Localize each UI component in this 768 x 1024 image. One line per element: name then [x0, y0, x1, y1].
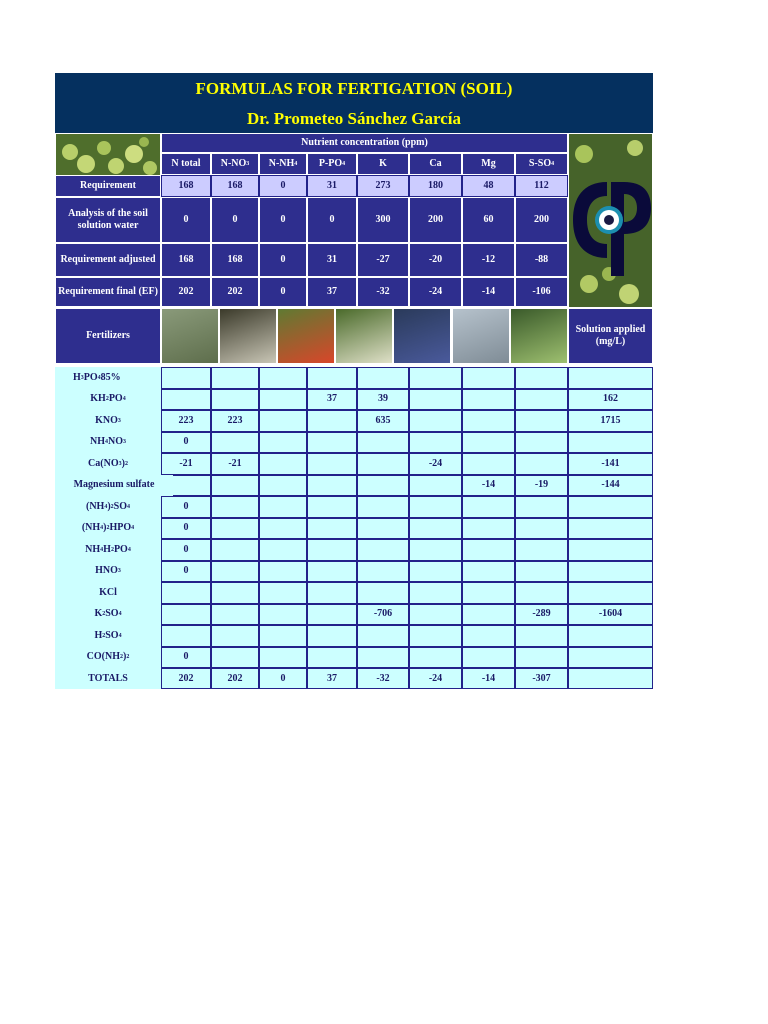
- fertilizer-cell: [307, 518, 357, 540]
- solution-cell: 162: [568, 389, 653, 411]
- fertilizer-cell: [462, 367, 515, 389]
- fertilizer-cell: [462, 432, 515, 454]
- solution-cell: [568, 582, 653, 604]
- fertilizer-cell: [259, 625, 307, 647]
- fertilizer-cell: [211, 432, 259, 454]
- summary-value: 0: [259, 243, 307, 277]
- fertilizer-cell: -21: [211, 453, 259, 475]
- column-header-0: N total: [161, 153, 211, 175]
- fertilizer-cell: 223: [211, 410, 259, 432]
- summary-value: 112: [515, 175, 568, 197]
- fertilizer-cell: [409, 647, 462, 669]
- fertilizer-cell: [462, 518, 515, 540]
- cp-logo-image: [569, 134, 653, 308]
- fertilizer-cell: [307, 496, 357, 518]
- fertilizer-cell: [409, 539, 462, 561]
- crop-photo: [161, 308, 219, 364]
- fertilizer-cell: [259, 647, 307, 669]
- fertilizer-cell: [259, 389, 307, 411]
- summary-value: 273: [357, 175, 409, 197]
- crop-photo: [393, 308, 451, 364]
- fertilizer-cell: 0: [161, 539, 211, 561]
- fertilizer-cell: [161, 625, 211, 647]
- fertilizer-cell: [515, 539, 568, 561]
- summary-value: 0: [259, 197, 307, 243]
- fertilizer-cell: 635: [357, 410, 409, 432]
- fertilizer-cell: [409, 561, 462, 583]
- fertilizer-label: (NH 4 ) 2 HPO 4: [55, 518, 161, 540]
- summary-value: 202: [211, 277, 259, 307]
- fertilizer-cell: [409, 432, 462, 454]
- fertilizer-cell: [259, 475, 307, 497]
- column-header-5: Ca: [409, 153, 462, 175]
- solution-cell: [568, 518, 653, 540]
- solution-cell: -1604: [568, 604, 653, 626]
- total-cell: 202: [161, 668, 211, 689]
- total-cell: -24: [409, 668, 462, 689]
- fertilizer-cell: [409, 625, 462, 647]
- fertilizer-cell: [515, 518, 568, 540]
- summary-value: 0: [259, 175, 307, 197]
- summary-value: 0: [211, 197, 259, 243]
- fertilizer-cell: -19: [515, 475, 568, 497]
- fertilizer-cell: 0: [161, 647, 211, 669]
- fertilizer-cell: [357, 453, 409, 475]
- fertilizer-label: H 2 SO 4: [55, 625, 161, 647]
- fertilizer-cell: [259, 410, 307, 432]
- fertilizer-cell: [161, 582, 211, 604]
- fertilizer-cell: [409, 496, 462, 518]
- logo-photo: [568, 133, 653, 308]
- fertilizer-cell: [515, 496, 568, 518]
- fertilizer-cell: [409, 367, 462, 389]
- fertilizer-cell: [211, 647, 259, 669]
- summary-row-label: Analysis of the soil solution water: [55, 197, 161, 243]
- fertilizer-cell: [259, 496, 307, 518]
- fertilizer-cell: [357, 539, 409, 561]
- fertilizer-cell: 0: [161, 518, 211, 540]
- fertilizer-cell: [307, 367, 357, 389]
- fertilizer-cell: [307, 453, 357, 475]
- summary-row-label: Requirement final (EF): [55, 277, 161, 307]
- title-band: [55, 73, 653, 133]
- fertilizer-cell: [357, 561, 409, 583]
- fertilizer-cell: [515, 432, 568, 454]
- crop-photo: [277, 308, 335, 364]
- fertilizer-cell: -14: [462, 475, 515, 497]
- summary-value: 31: [307, 175, 357, 197]
- fertilizer-cell: [211, 561, 259, 583]
- fertilizer-cell: -21: [161, 453, 211, 475]
- fertilizer-cell: [259, 453, 307, 475]
- fertilizer-cell: [307, 561, 357, 583]
- summary-value: -20: [409, 243, 462, 277]
- fertilizer-label: KCl: [55, 582, 161, 604]
- solution-cell: [568, 432, 653, 454]
- fertilizer-cell: [515, 367, 568, 389]
- fertilizer-cell: [307, 647, 357, 669]
- fertilizer-cell: [259, 539, 307, 561]
- fertilizer-cell: [515, 625, 568, 647]
- fertilizer-cell: [211, 625, 259, 647]
- total-cell: 0: [259, 668, 307, 689]
- solution-cell: [568, 496, 653, 518]
- summary-value: -88: [515, 243, 568, 277]
- fertilizer-cell: [259, 367, 307, 389]
- fertilizer-cell: [357, 582, 409, 604]
- crop-photo: [452, 308, 510, 364]
- fertigation-sheet: [55, 73, 653, 685]
- summary-value: 31: [307, 243, 357, 277]
- solution-cell: [568, 647, 653, 669]
- fertilizer-cell: [409, 389, 462, 411]
- fertilizer-cell: [357, 432, 409, 454]
- fertilizer-cell: [211, 389, 259, 411]
- fertilizer-cell: [515, 582, 568, 604]
- total-cell: -307: [515, 668, 568, 689]
- fertilizer-cell: [161, 604, 211, 626]
- fertilizer-cell: [307, 432, 357, 454]
- fertilizer-cell: [409, 604, 462, 626]
- fertilizer-cell: [161, 367, 211, 389]
- fertilizer-cell: [462, 389, 515, 411]
- crop-photo: [335, 308, 393, 364]
- solution-cell: [568, 367, 653, 389]
- fertilizer-cell: [211, 539, 259, 561]
- total-cell: 37: [307, 668, 357, 689]
- fertilizer-cell: 0: [161, 432, 211, 454]
- summary-value: 168: [211, 243, 259, 277]
- solution-cell: -144: [568, 475, 653, 497]
- fertilizer-cell: [259, 432, 307, 454]
- fertilizer-cell: 37: [307, 389, 357, 411]
- column-header-6: Mg: [462, 153, 515, 175]
- fertilizer-label: NH 4 H 2 PO 4: [55, 539, 161, 561]
- fertilizer-cell: [211, 518, 259, 540]
- fertilizer-cell: [409, 475, 462, 497]
- fertilizer-cell: [357, 625, 409, 647]
- fertilizer-cell: [307, 604, 357, 626]
- summary-value: 0: [259, 277, 307, 307]
- fertilizer-cell: [357, 496, 409, 518]
- summary-value: 37: [307, 277, 357, 307]
- fertilizer-cell: [462, 604, 515, 626]
- total-cell: -32: [357, 668, 409, 689]
- fertilizer-label: KH 2 PO 4: [55, 389, 161, 411]
- sheet-title: FORMULAS FOR FERTIGATION (SOIL): [195, 79, 513, 98]
- summary-value: -106: [515, 277, 568, 307]
- summary-row-label: Requirement: [55, 175, 161, 197]
- fertilizer-cell: [409, 582, 462, 604]
- fertilizer-label: (NH 4 ) 2 SO 4: [55, 496, 161, 518]
- fertilizer-cell: [409, 518, 462, 540]
- summary-value: -14: [462, 277, 515, 307]
- fertilizer-cell: [307, 410, 357, 432]
- fertilizer-cell: [259, 518, 307, 540]
- fertilizer-cell: [515, 389, 568, 411]
- fertilizer-cell: 223: [161, 410, 211, 432]
- fertilizer-label: Ca(NO 3 ) 2: [55, 453, 161, 475]
- fertilizer-cell: [462, 453, 515, 475]
- summary-value: -27: [357, 243, 409, 277]
- summary-value: 0: [307, 197, 357, 243]
- column-header-3: P-PO 4: [307, 153, 357, 175]
- nutrient-header: Nutrient concentration (ppm): [161, 133, 568, 153]
- fertilizer-cell: -706: [357, 604, 409, 626]
- total-cell: -14: [462, 668, 515, 689]
- tomato-photo-image: [56, 134, 161, 177]
- summary-value: 0: [161, 197, 211, 243]
- fertilizer-label: K 2 SO 4: [55, 604, 161, 626]
- fertilizer-cell: [307, 582, 357, 604]
- summary-value: 168: [161, 243, 211, 277]
- summary-value: -24: [409, 277, 462, 307]
- fertilizer-cell: [307, 625, 357, 647]
- summary-row-label: Requirement adjusted: [55, 243, 161, 277]
- column-header-7: S-SO 4: [515, 153, 568, 175]
- crop-photo: [510, 308, 568, 364]
- column-header-2: N-NH 4: [259, 153, 307, 175]
- fertilizer-cell: [211, 475, 259, 497]
- fertilizer-label: CO(NH 2 ) 2: [55, 647, 161, 669]
- fertilizer-cell: 0: [161, 496, 211, 518]
- fertilizer-label: KNO 3: [55, 410, 161, 432]
- fertilizer-cell: -24: [409, 453, 462, 475]
- crop-photo: [219, 308, 277, 364]
- fertilizer-label: NH 4 NO 3: [55, 432, 161, 454]
- solution-cell: [568, 539, 653, 561]
- solution-cell: -141: [568, 453, 653, 475]
- fertilizer-cell: [462, 561, 515, 583]
- fertilizer-cell: [307, 539, 357, 561]
- solution-header: Solution applied (mg/L): [568, 308, 653, 364]
- fertilizer-cell: [462, 410, 515, 432]
- author-name: Dr. Prometeo Sánchez García: [246, 109, 462, 128]
- solution-cell: [568, 561, 653, 583]
- fertilizer-cell: [211, 582, 259, 604]
- fertilizer-cell: [357, 518, 409, 540]
- fertilizers-header: Fertilizers: [55, 308, 161, 364]
- totals-label: TOTALS: [55, 668, 161, 689]
- tomato-photo: [55, 133, 161, 177]
- fertilizer-cell: [409, 410, 462, 432]
- summary-value: 168: [161, 175, 211, 197]
- fertilizer-cell: [462, 647, 515, 669]
- fertilizer-label: Magnesium sulfate: [55, 475, 173, 497]
- fertilizer-cell: [307, 475, 357, 497]
- fertilizer-cell: [259, 582, 307, 604]
- summary-value: 48: [462, 175, 515, 197]
- summary-value: 300: [357, 197, 409, 243]
- fertilizer-cell: [357, 647, 409, 669]
- fertilizer-cell: [462, 625, 515, 647]
- fertilizer-cell: 0: [161, 561, 211, 583]
- fertilizer-cell: [259, 604, 307, 626]
- summary-value: -12: [462, 243, 515, 277]
- summary-value: -32: [357, 277, 409, 307]
- summary-value: 200: [409, 197, 462, 243]
- summary-value: 202: [161, 277, 211, 307]
- summary-value: 180: [409, 175, 462, 197]
- solution-cell: 1715: [568, 410, 653, 432]
- total-solution-cell: [568, 668, 653, 689]
- summary-value: 168: [211, 175, 259, 197]
- fertilizer-cell: [259, 561, 307, 583]
- fertilizer-cell: [357, 367, 409, 389]
- fertilizer-label: H 3 PO 4 85%: [55, 367, 161, 389]
- fertilizer-cell: [515, 647, 568, 669]
- total-cell: 202: [211, 668, 259, 689]
- fertilizer-cell: [515, 561, 568, 583]
- fertilizer-cell: -289: [515, 604, 568, 626]
- column-header-1: N-NO 3: [211, 153, 259, 175]
- fertilizer-label: HNO 3: [55, 561, 161, 583]
- fertilizer-cell: [462, 496, 515, 518]
- fertilizer-cell: [161, 389, 211, 411]
- fertilizer-cell: [462, 539, 515, 561]
- summary-value: 200: [515, 197, 568, 243]
- fertilizer-cell: [211, 367, 259, 389]
- fertilizer-cell: [462, 582, 515, 604]
- fertilizer-cell: [515, 410, 568, 432]
- fertilizer-cell: [211, 604, 259, 626]
- column-header-4: K: [357, 153, 409, 175]
- solution-cell: [568, 625, 653, 647]
- fertilizer-cell: [357, 475, 409, 497]
- summary-value: 60: [462, 197, 515, 243]
- fertilizer-cell: 39: [357, 389, 409, 411]
- fertilizer-cell: [211, 496, 259, 518]
- fertilizer-cell: [515, 453, 568, 475]
